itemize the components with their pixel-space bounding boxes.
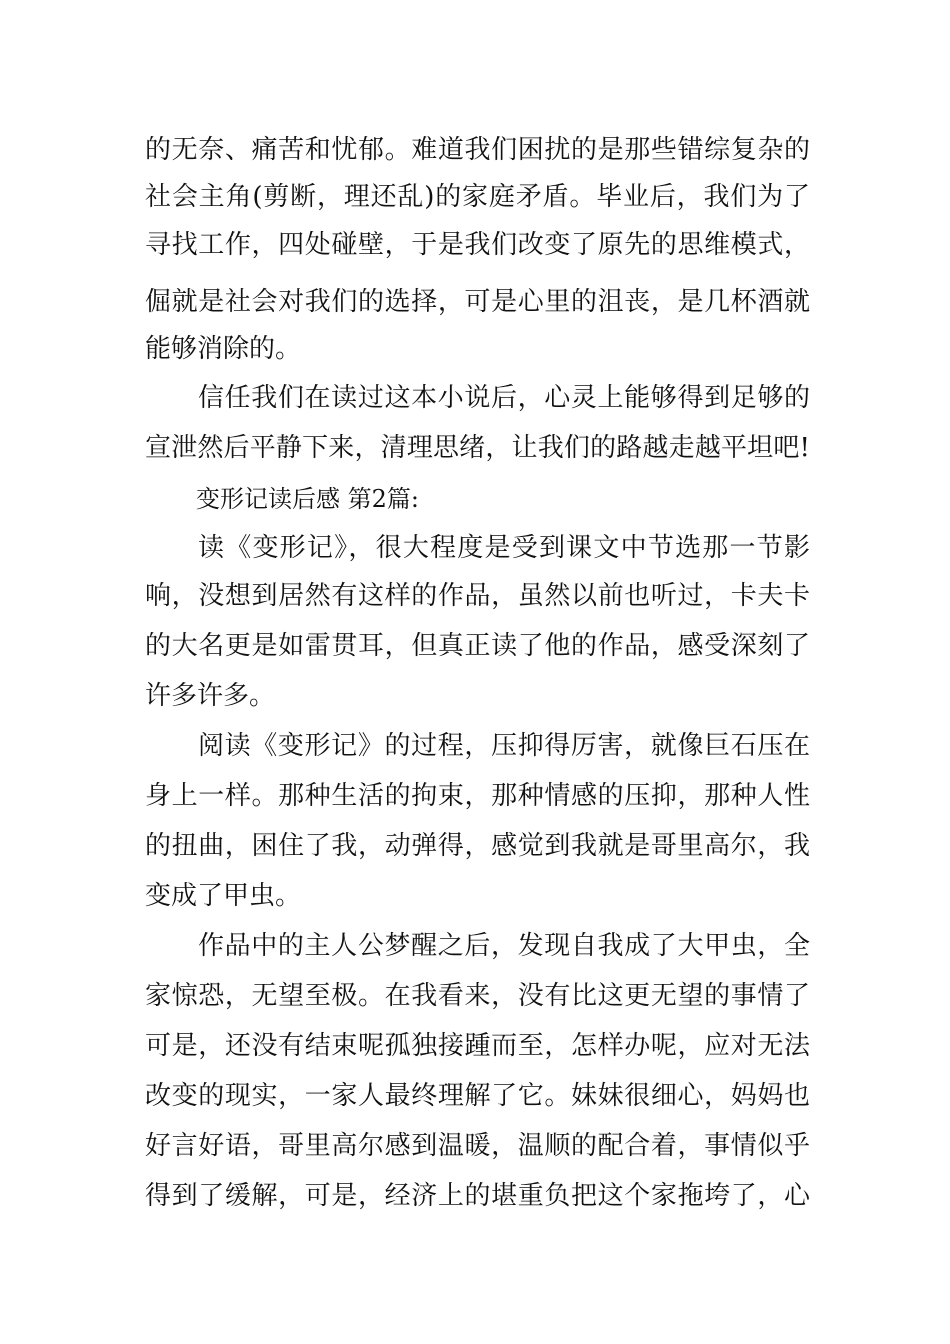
text-line: 身上一样。那种生活的拘束，那种情感的压抑，那种人性: [145, 781, 810, 811]
text-line: 能够消除的。: [145, 334, 302, 364]
text-line: 响，没想到居然有这样的作品，虽然以前也听过，卡夫卡: [145, 581, 810, 611]
text-line: 阅读《变形记》的过程，压抑得厉害，就像巨石压在: [198, 731, 810, 761]
text-line: 宣泄然后平静下来，清理思绪，让我们的路越走越平坦吧!: [145, 433, 810, 463]
section-heading: 变形记读后感 第2篇:: [196, 485, 419, 513]
text-line: 信任我们在读过这本小说后，心灵上能够得到足够的: [198, 383, 810, 413]
text-line: 倔就是社会对我们的选择，可是心里的沮丧，是几杯酒就: [145, 287, 810, 317]
text-line: 变成了甲虫。: [145, 881, 302, 911]
text-line: 许多许多。: [145, 681, 276, 711]
text-line: 家惊恐，无望至极。在我看来，没有比这更无望的事情了: [145, 981, 810, 1011]
text-line: 作品中的主人公梦醒之后，发现自我成了大甲虫，全: [198, 931, 810, 961]
text-line: 可是，还没有结束呢孤独接踵而至，怎样办呢，应对无法: [145, 1031, 810, 1061]
text-line: 社会主角(剪断，理还乱)的家庭矛盾。毕业后，我们为了: [145, 182, 810, 212]
text-line: 的扭曲，困住了我，动弹得，感觉到我就是哥里高尔，我: [145, 831, 810, 861]
text-line: 得到了缓解，可是，经济上的堪重负把这个家拖垮了，心: [145, 1181, 810, 1211]
text-line: 寻找工作，四处碰壁，于是我们改变了原先的思维模式，: [145, 230, 810, 260]
text-line: 的无奈、痛苦和忧郁。难道我们困扰的是那些错综复杂的: [145, 135, 810, 165]
text-line: 的大名更是如雷贯耳，但真正读了他的作品，感受深刻了: [145, 631, 810, 661]
text-line: 读《变形记》，很大程度是受到课文中节选那一节影: [198, 533, 810, 563]
text-line: 好言好语，哥里高尔感到温暖，温顺的配合着，事情似乎: [145, 1131, 810, 1161]
text-line: 改变的现实，一家人最终理解了它。妹妹很细心，妈妈也: [145, 1081, 810, 1111]
